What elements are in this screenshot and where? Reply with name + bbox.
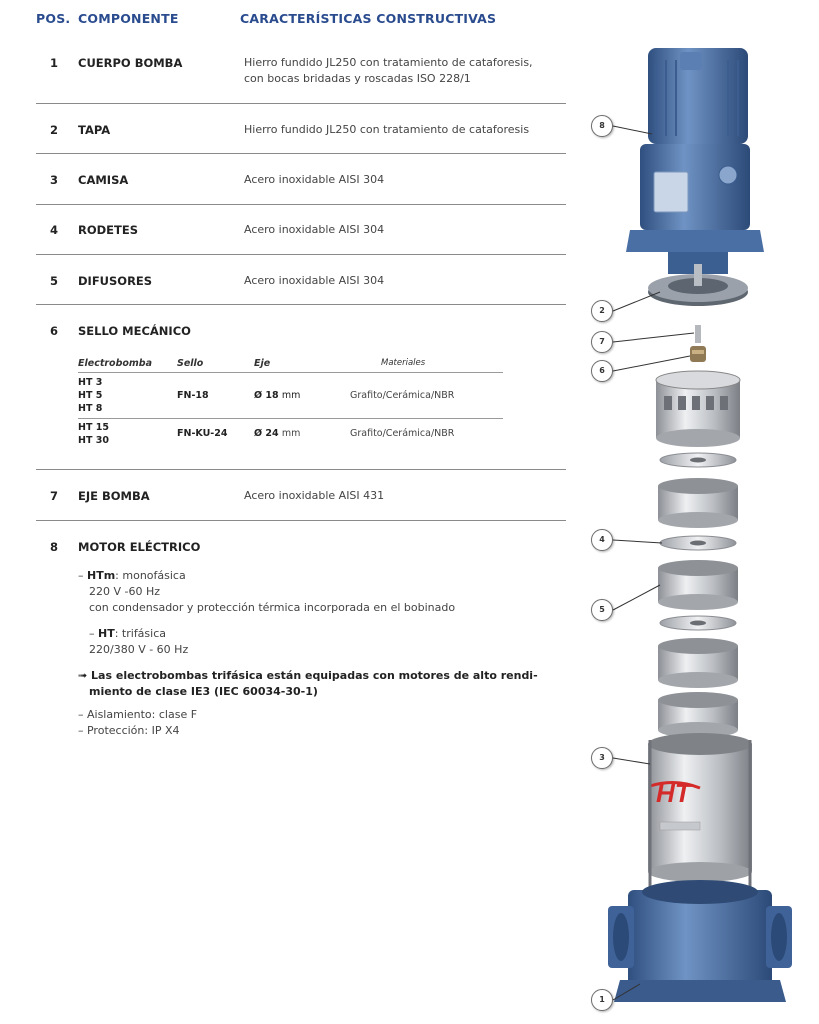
motor-htm-note: con condensador y protección térmica incorporada en el bobinado <box>89 601 456 614</box>
top-chamber-icon <box>656 371 740 447</box>
motor-icon <box>626 48 764 274</box>
header-pos: POS. <box>36 11 71 26</box>
impeller-icon <box>660 616 736 630</box>
seal-model: HT 8 <box>78 403 103 414</box>
motor-aislamiento: – Aislamiento: clase F <box>78 708 198 721</box>
row-number: 8 <box>50 540 59 554</box>
motor-htm: – HTm: monofásica <box>78 569 186 582</box>
row-component: SELLO MECÁNICO <box>78 324 191 338</box>
divider <box>36 204 566 205</box>
seal-materiales: Grafito/Cerámica/NBR <box>350 390 455 401</box>
motor-htm-freq: 220 V -60 Hz <box>89 585 161 598</box>
row-number: 5 <box>50 274 59 288</box>
diffuser-icon <box>658 560 738 610</box>
divider <box>36 103 566 104</box>
row-component: EJE BOMBA <box>78 489 150 503</box>
seal-model: HT 5 <box>78 390 103 401</box>
seal-sello: FN-18 <box>177 390 209 401</box>
impeller-icon <box>660 453 736 467</box>
seal-materiales: Grafito/Cerámica/NBR <box>350 428 455 439</box>
seal-sello: FN-KU-24 <box>177 428 228 439</box>
diffuser-icon <box>658 692 738 738</box>
seal-eje: Ø 24 mm <box>254 428 301 439</box>
callout-8: 8 <box>591 115 613 137</box>
divider <box>36 469 566 470</box>
seal-eje: Ø 18 mm <box>254 390 301 401</box>
header-caracteristicas: CARACTERÍSTICAS CONSTRUCTIVAS <box>240 11 497 26</box>
row-component: RODETES <box>78 223 139 237</box>
row-description-line2: con bocas bridadas y roscadas ISO 228/1 <box>244 72 471 85</box>
callout-2: 2 <box>591 300 613 322</box>
divider <box>36 153 566 154</box>
seal-model: HT 15 <box>78 422 109 433</box>
divider <box>36 520 566 521</box>
motor-proteccion: – Protección: IP X4 <box>78 724 180 737</box>
row-description: Acero inoxidable AISI 304 <box>244 173 385 186</box>
seal-header-sello: Sello <box>177 358 204 369</box>
row-component: MOTOR ELÉCTRICO <box>78 540 201 554</box>
diffuser-icon <box>658 638 738 688</box>
row-number: 7 <box>50 489 59 503</box>
seal-header-electrobomba: Electrobomba <box>78 358 153 369</box>
seal-icon <box>690 346 706 362</box>
motor-ht-freq: 220/380 V - 60 Hz <box>89 643 189 656</box>
row-description: Hierro fundido JL250 con tratamiento de cataforesis, <box>244 56 533 69</box>
seal-model: HT 3 <box>78 377 103 388</box>
row-component: CAMISA <box>78 173 129 187</box>
seal-header-eje: Eje <box>254 358 271 369</box>
row-description: Acero inoxidable AISI 304 <box>244 223 385 236</box>
pump-exploded-diagram <box>580 40 810 1020</box>
row-description: Hierro fundido JL250 con tratamiento de cataforesis <box>244 123 530 136</box>
row-component: TAPA <box>78 123 111 137</box>
motor-ht: – HT: trifásica <box>89 627 167 640</box>
row-description: Acero inoxidable AISI 431 <box>244 489 385 502</box>
shaft-icon <box>695 325 701 343</box>
callout-4: 4 <box>591 529 613 551</box>
sleeve-icon <box>648 733 752 882</box>
seal-header-materiales: Materiales <box>381 358 426 368</box>
row-number: 2 <box>50 123 59 137</box>
diffuser-icon <box>658 478 738 528</box>
cover-icon <box>648 264 748 306</box>
callout-3: 3 <box>591 747 613 769</box>
row-description: Acero inoxidable AISI 304 <box>244 274 385 287</box>
row-number: 6 <box>50 324 59 338</box>
divider <box>36 254 566 255</box>
row-number: 4 <box>50 223 59 237</box>
row-component: DIFUSORES <box>78 274 153 288</box>
motor-note-line2: miento de clase IE3 (IEC 60034-30-1) <box>89 685 318 698</box>
impeller-icon <box>660 536 736 550</box>
row-number: 3 <box>50 173 59 187</box>
seal-model: HT 30 <box>78 435 109 446</box>
pump-body-icon <box>608 880 792 1002</box>
motor-note: ➟ Las electrobombas trifásica están equipadas con motores de alto rendi- <box>78 669 538 682</box>
seal-row-line <box>78 418 503 419</box>
callout-6: 6 <box>591 360 613 382</box>
seal-header-line <box>78 372 503 373</box>
row-number: 1 <box>50 56 59 70</box>
header-componente: COMPONENTE <box>78 11 179 26</box>
brand-logo: HT <box>656 778 691 808</box>
row-component: CUERPO BOMBA <box>78 56 183 70</box>
callout-1: 1 <box>591 989 613 1011</box>
callout-5: 5 <box>591 599 613 621</box>
callout-7: 7 <box>591 331 613 353</box>
divider <box>36 304 566 305</box>
